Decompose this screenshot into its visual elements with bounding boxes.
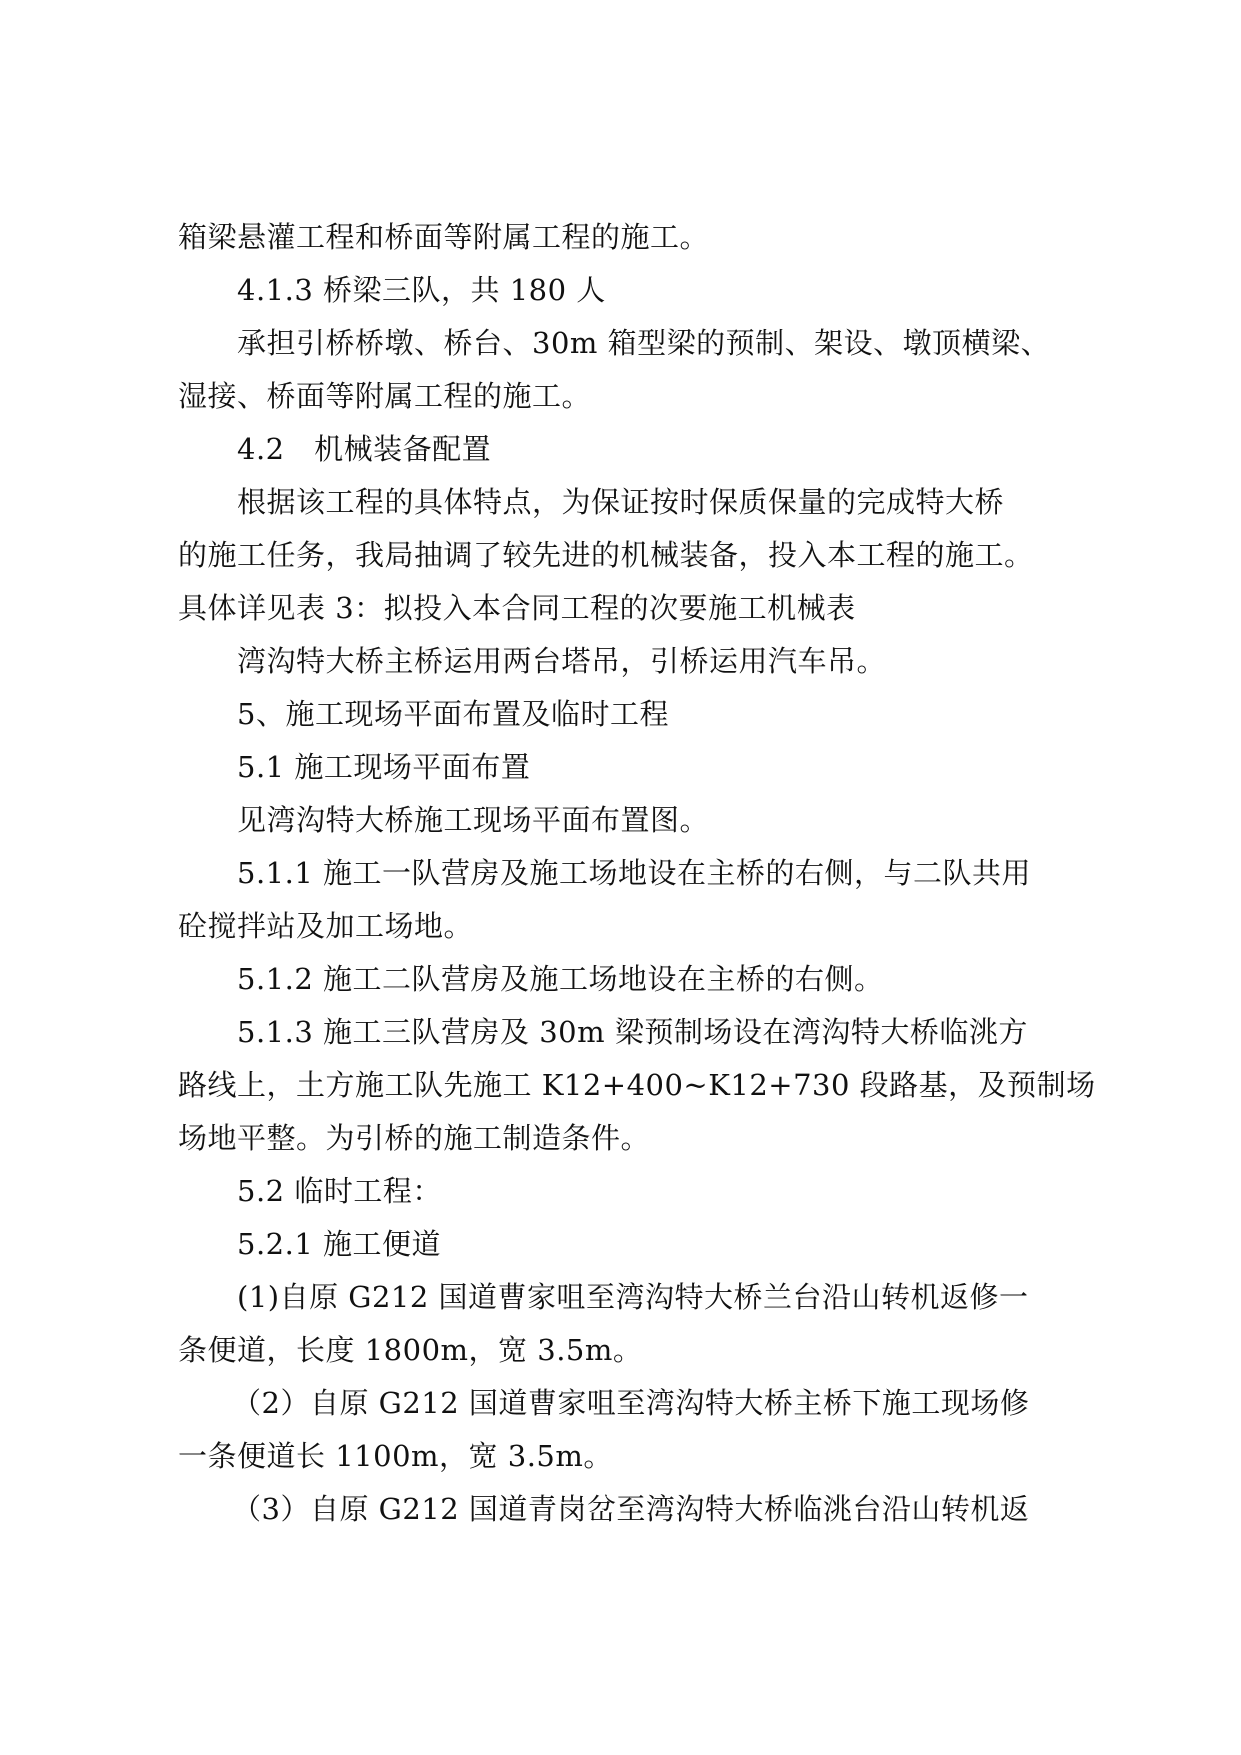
list-item-1: (1)自原 G212 国道曹家咀至湾沟特大桥兰台沿山转机返修一 xyxy=(237,1280,1029,1314)
text-line: 见湾沟特大桥施工现场平面布置图。 xyxy=(237,803,710,837)
text-line: 砼搅拌站及加工场地。 xyxy=(178,909,474,943)
text-line: 一条便道长 1100m，宽 3.5m。 xyxy=(178,1439,613,1473)
section-heading-5-1-3: 5.1.3 施工三队营房及 30m 梁预制场设在湾沟特大桥临洮方 xyxy=(237,1015,1028,1049)
text-line: 的施工任务，我局抽调了较先进的机械装备，投入本工程的施工。 xyxy=(178,538,1034,572)
section-heading-5-2: 5.2 临时工程： xyxy=(237,1174,442,1208)
section-heading-4-1-3: 4.1.3 桥梁三队，共 180 人 xyxy=(237,273,606,307)
text-line: 湾沟特大桥主桥运用两台塔吊，引桥运用汽车吊。 xyxy=(237,644,887,678)
text-line: 场地平整。为引桥的施工制造条件。 xyxy=(178,1121,651,1155)
text-line: 根据该工程的具体特点，为保证按时保质保量的完成特大桥 xyxy=(237,485,1005,519)
text-line: 具体详见表 3：拟投入本合同工程的次要施工机械表 xyxy=(178,591,856,625)
text-line: 条便道，长度 1800m，宽 3.5m。 xyxy=(178,1333,643,1367)
section-heading-5-1: 5.1 施工现场平面布置 xyxy=(237,750,531,784)
text-line: 箱梁悬灌工程和桥面等附属工程的施工。 xyxy=(178,220,710,254)
list-item-2: （2）自原 G212 国道曹家咀至湾沟特大桥主桥下施工现场修 xyxy=(232,1386,1030,1420)
section-heading-5-1-1: 5.1.1 施工一队营房及施工场地设在主桥的右侧，与二队共用 xyxy=(237,856,1032,890)
list-item-3: （3）自原 G212 国道青岗岔至湾沟特大桥临洮台沿山转机返 xyxy=(232,1492,1030,1526)
section-heading-4-2: 4.2 机械装备配置 xyxy=(237,432,492,466)
section-heading-5: 5、施工现场平面布置及临时工程 xyxy=(237,697,669,731)
section-heading-5-1-2: 5.1.2 施工二队营房及施工场地设在主桥的右侧。 xyxy=(237,962,884,996)
text-line: 承担引桥桥墩、桥台、30m 箱型梁的预制、架设、墩顶横梁、 xyxy=(237,326,1051,360)
text-line: 湿接、桥面等附属工程的施工。 xyxy=(178,379,592,413)
text-line: 路线上，土方施工队先施工 K12+400~K12+730 段路基，及预制场 xyxy=(178,1068,1096,1102)
section-heading-5-2-1: 5.2.1 施工便道 xyxy=(237,1227,442,1261)
